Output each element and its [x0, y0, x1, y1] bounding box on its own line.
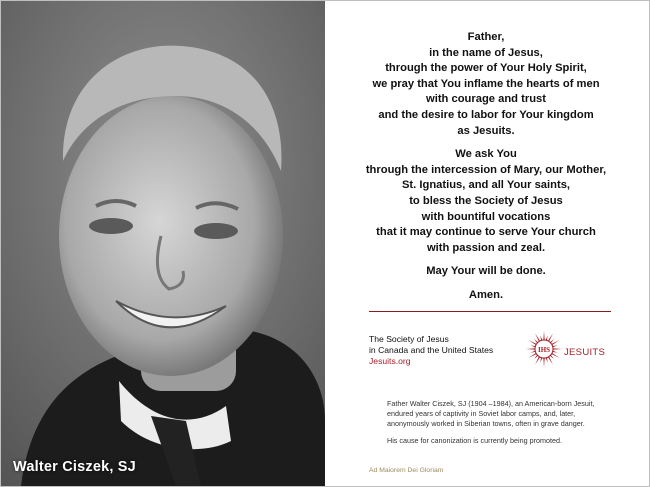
sunburst-ray	[535, 333, 540, 341]
prayer-amen: Amen.	[468, 288, 504, 301]
sunburst-ray	[551, 353, 559, 358]
sunburst-ray	[553, 348, 562, 349]
prayer-line: with passion and zeal.	[426, 241, 546, 254]
society-block	[369, 334, 493, 367]
prayer-line: through the intercession of Mary, our Mother,	[365, 163, 607, 176]
bio-paragraph: Father Walter Ciszek, SJ (1904 –1984), an American-born Jesuit, endured years of captivity in Soviet labor camps, and, later, anonymously worked in Siberian towns, often in grave danger.	[387, 399, 595, 428]
sunburst-ray	[551, 340, 559, 345]
divider-rule	[369, 311, 611, 312]
prayer-line: in the name of Jesus,	[429, 46, 543, 59]
sunburst-ray	[548, 333, 553, 341]
prayer-line: that it may continue to serve Your church	[376, 226, 596, 239]
prayer-line: through the power of Your Holy Spirit,	[385, 62, 587, 75]
logo-wordmark: JESUITS	[564, 347, 606, 358]
sunburst-ray	[535, 356, 540, 364]
prayer-line: to bless the Society of Jesus	[409, 194, 563, 207]
sunburst-ray	[548, 356, 553, 364]
prayer-line: we pray that You inflame the hearts of men	[372, 77, 600, 90]
prayer-line: with courage and trust	[426, 93, 546, 106]
sunburst-ray	[528, 353, 536, 358]
prayer-line: with bountiful vocations	[421, 210, 551, 223]
portrait-image	[1, 1, 325, 486]
prayer-line: and the desire to labor for Your kingdom	[378, 108, 594, 121]
sunburst-ray	[526, 348, 535, 349]
logo-monogram: IHS	[537, 346, 551, 354]
portrait-caption: Walter Ciszek, SJ	[13, 459, 136, 475]
society-name: The Society of Jesus	[369, 334, 449, 344]
prayer-line: We ask You	[455, 148, 517, 161]
society-region: in Canada and the United States	[369, 345, 494, 355]
prayer-text	[341, 30, 631, 304]
society-website-link[interactable]: Jesuits.org	[369, 356, 411, 366]
sunburst-ray	[543, 358, 544, 367]
sunburst-ray	[528, 340, 536, 345]
prayer-line: St. Ignatius, and all Your saints,	[401, 179, 571, 192]
sunburst-ray	[543, 331, 544, 340]
prayer-line: Father,	[467, 31, 505, 43]
portrait-photo	[1, 1, 325, 486]
motto: Ad Maiorem Dei Gloriam	[369, 467, 444, 474]
bio-paragraph: His cause for canonization is currently being promoted.	[387, 436, 562, 446]
prayer-closing: May Your will be done.	[426, 265, 546, 278]
biography	[387, 399, 609, 454]
prayer-line: as Jesuits.	[457, 124, 515, 137]
